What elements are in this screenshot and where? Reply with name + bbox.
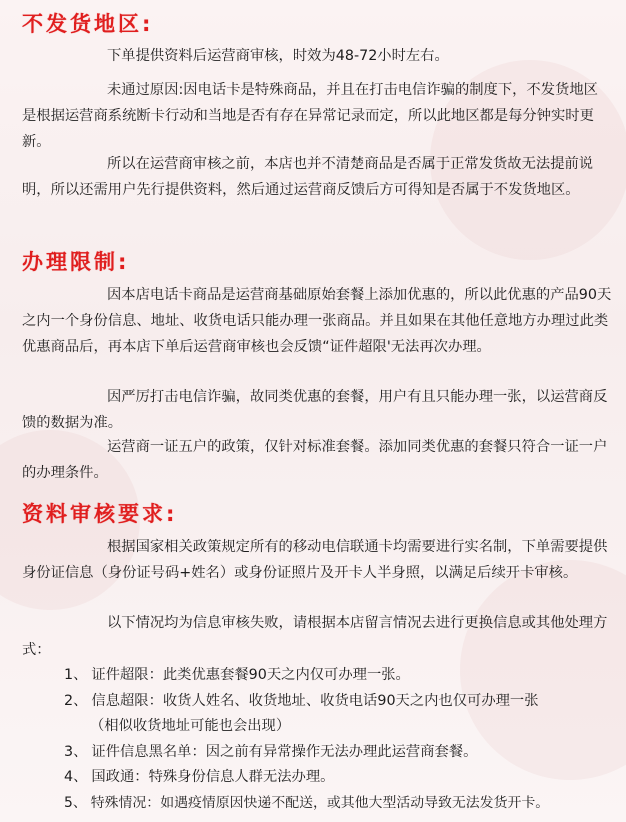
- list-item: [64, 791, 624, 816]
- list-item-text: 证件超限：此类优惠套餐90天之内仅可办理一张。: [91, 667, 410, 683]
- section-title-no-shipping: 不发货地区:: [22, 12, 154, 36]
- list-item: [64, 740, 624, 765]
- paragraph: 未通过原因:因电话卡是特殊商品，并且在打击电信诈骗的制度下，不发货地区是根据运营商系统断卡行动和当地是否有存在异常记录而定，所以此地区都是每分钟实时更新。: [22, 82, 598, 150]
- paragraph: 根据国家相关政策规定所有的移动电信联通卡均需要进行实名制，下单需要提供身份证信息（身份证号码+姓名）或身份证照片及开卡人半身照，以满足后续开卡审核。: [22, 539, 608, 581]
- paragraph: 下单提供资料后运营商审核，时效为48-72小时左右。: [107, 48, 449, 64]
- section-title-restrictions: 办理限制:: [22, 250, 130, 274]
- list-item-text: 国政通：特殊身份信息人群无法办理。: [91, 769, 335, 785]
- list-item-number: 1、: [64, 667, 88, 683]
- paragraph: 因严厉打击电信诈骗，故同类优惠的套餐，用户有且只能办理一张，以运营商反馈的数据为准。: [22, 389, 608, 431]
- list-item-number: 2、: [64, 693, 88, 709]
- list-item-text: 信息超限：收货人姓名、收货地址、收货电话90天之内也仅可办理一张: [91, 693, 539, 709]
- list-item: [64, 689, 624, 714]
- list-item-number: 5、: [64, 795, 87, 811]
- paragraph: 以下情况均为信息审核失败，请根据本店留言情况去进行更换信息或其他处理方式：: [22, 615, 608, 658]
- paragraph: 因本店电话卡商品是运营商基础原始套餐上添加优惠的，所以此优惠的产品90天之内一个身份信息、地址、收货电话只能办理一张商品。并且如果在其他任意地方办理过此类优惠商品后，再本店下单后运营商审核也会反馈“证件超限'无法再次办理。: [22, 287, 612, 355]
- section-title-review-requirements: 资料审核要求:: [22, 502, 178, 526]
- list-item-number: 3、: [64, 744, 88, 760]
- paragraph: 所以在运营商审核之前，本店也并不清楚商品是否属于正常发货故无法提前说明，所以还需用户先行提供资料，然后通过运营商反馈后方可得知是否属于不发货地区。: [22, 156, 594, 198]
- list-item: [64, 663, 624, 688]
- list-item-text: 特殊情况：如遇疫情原因快递不配送，或其他大型活动导致无法发货开卡。: [90, 795, 550, 811]
- list-item-number: 4、: [64, 769, 88, 785]
- list-item-continuation: （相似收货地址可能也会出现）: [90, 718, 291, 734]
- list-item-text: 证件信息黑名单：因之前有异常操作无法办理此运营商套餐。: [91, 744, 478, 760]
- paragraph: 运营商一证五户的政策，仅针对标准套餐。添加同类优惠的套餐只符合一证一户的办理条件。: [22, 439, 608, 481]
- list-item: [64, 765, 624, 790]
